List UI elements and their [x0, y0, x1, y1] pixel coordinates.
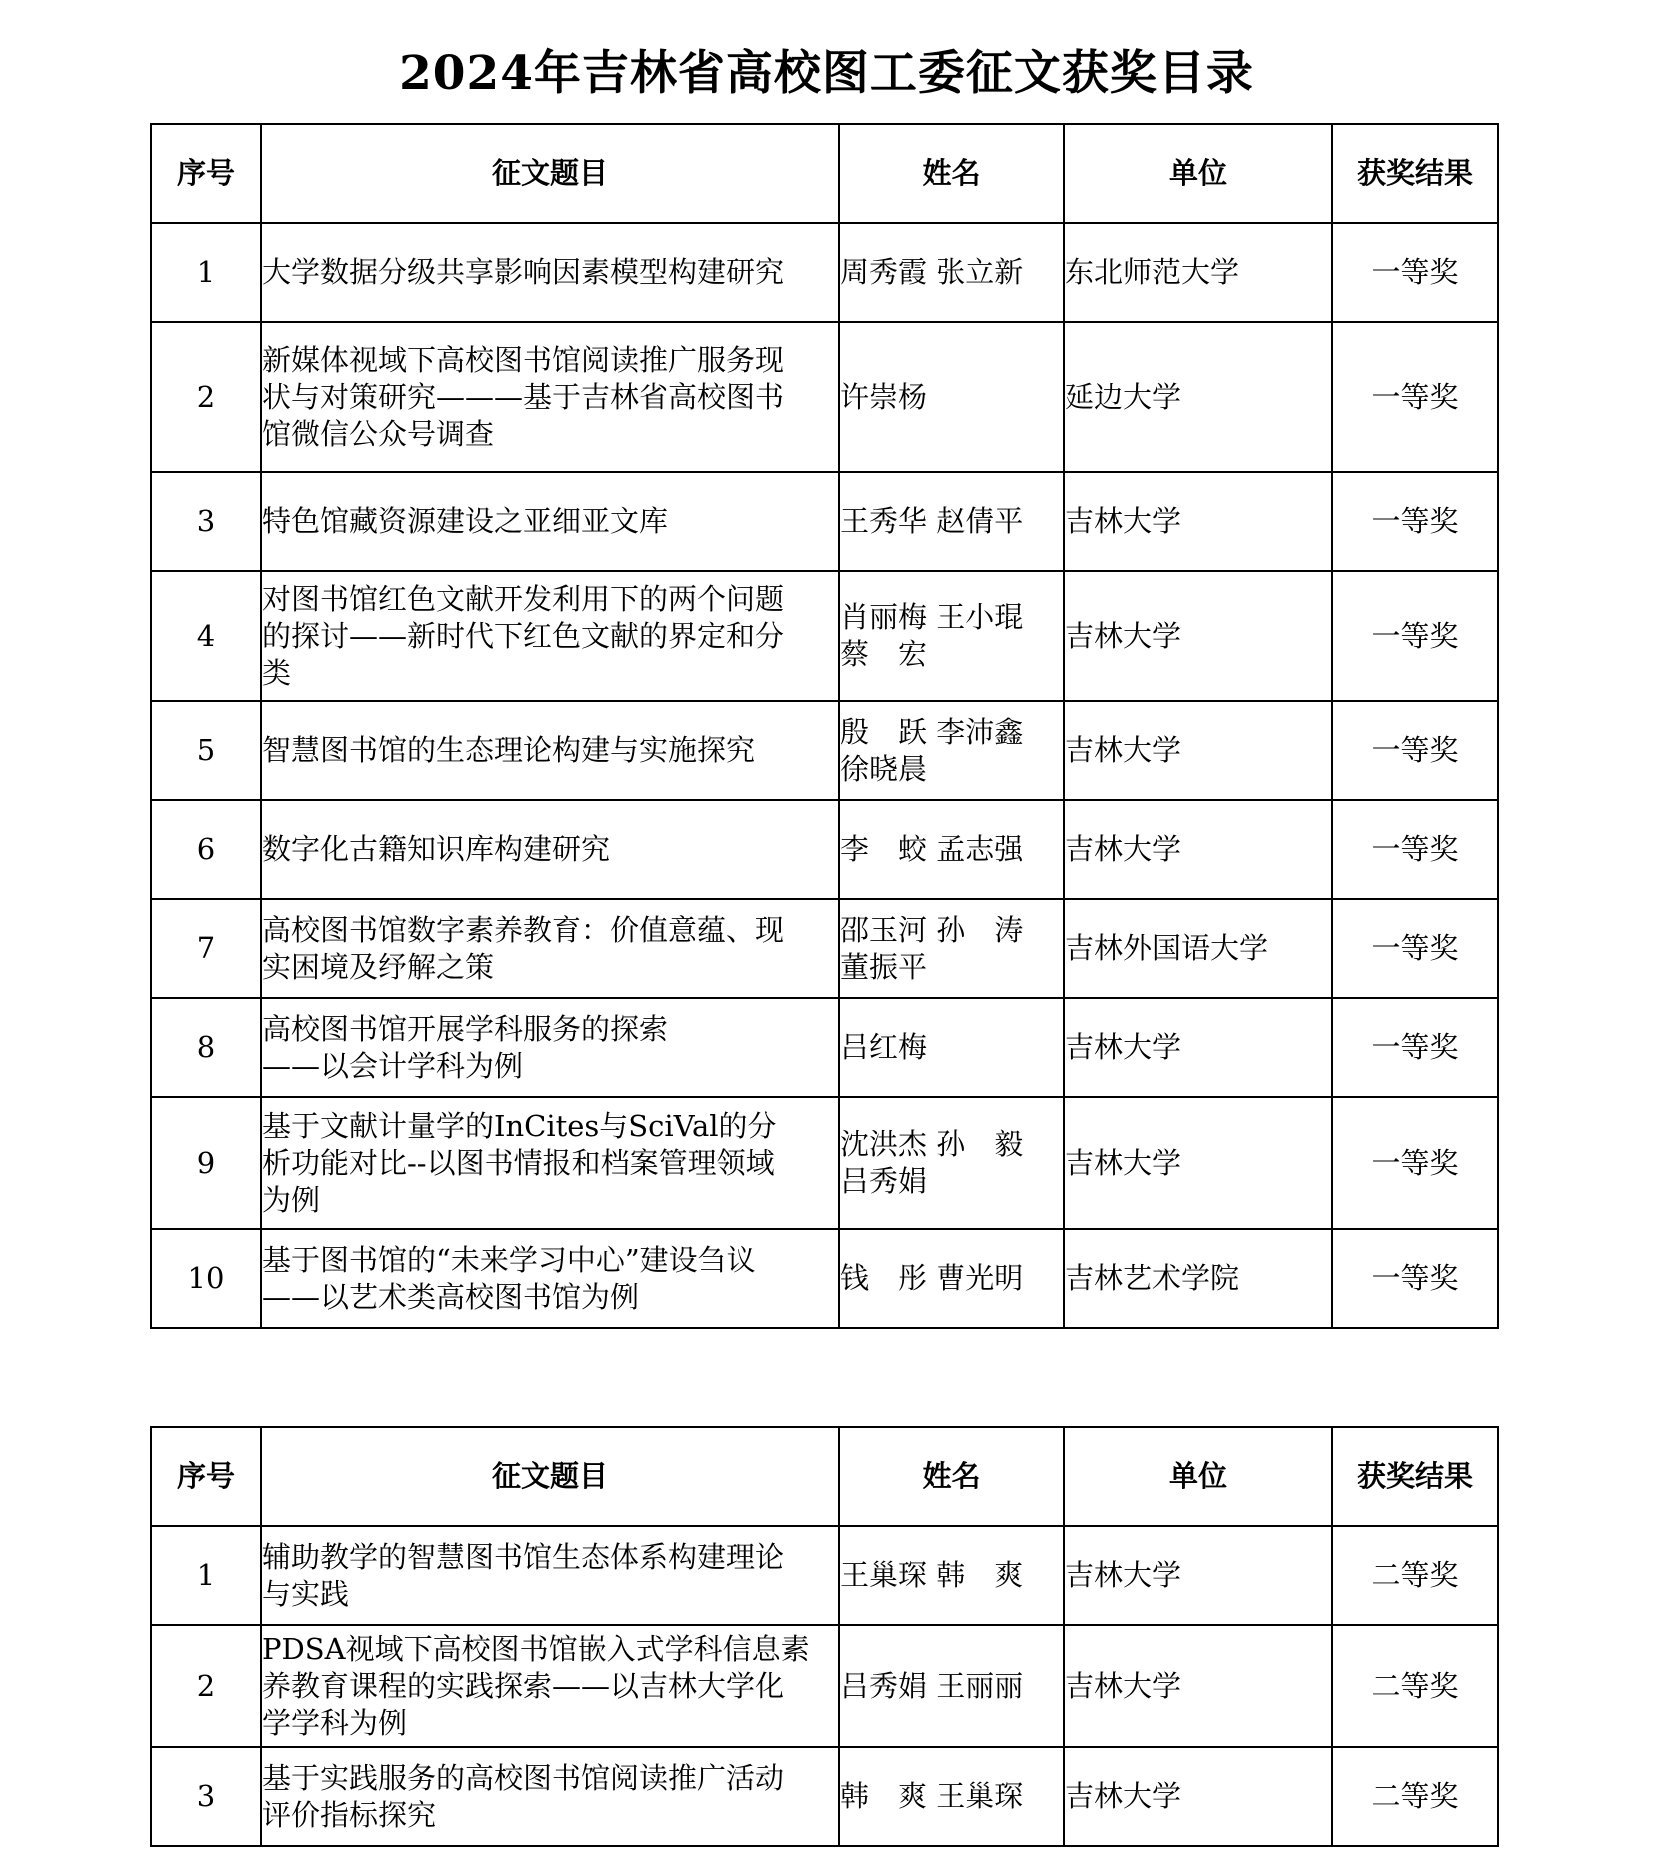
table-row — [151, 998, 1498, 1097]
title-line: 评价指标探究 — [262, 1797, 437, 1832]
table-row — [151, 1229, 1498, 1328]
name-line: 王巢琛 韩 爽 — [840, 1558, 1024, 1592]
cell-title — [261, 1747, 839, 1846]
name-line: 邵玉河 孙 涛 — [840, 912, 1024, 947]
title-line: ——以艺术类高校图书馆为例 — [262, 1279, 640, 1314]
table-row — [151, 1747, 1498, 1846]
cell-name — [839, 1526, 1064, 1625]
cell-result: 二等奖 — [1332, 1747, 1498, 1846]
title-line: 基于实践服务的高校图书馆阅读推广活动 — [262, 1760, 785, 1795]
header-title: 征文题目 — [261, 124, 839, 223]
table-row — [151, 1097, 1498, 1229]
page-title: 2024年吉林省高校图工委征文获奖目录 — [399, 46, 1254, 101]
name-line: 董振平 — [840, 949, 928, 984]
cell-unit: 吉林大学 — [1064, 1526, 1332, 1625]
cell-name — [839, 571, 1064, 701]
title-line: 为例 — [262, 1182, 321, 1217]
cell-num: 2 — [151, 322, 261, 472]
title-line: 特色馆藏资源建设之亚细亚文库 — [262, 504, 669, 538]
title-line: ——以会计学科为例 — [262, 1048, 524, 1083]
cell-unit: 吉林大学 — [1064, 1625, 1332, 1747]
cell-name — [839, 322, 1064, 472]
cell-title — [261, 1526, 839, 1625]
cell-unit: 吉林大学 — [1064, 472, 1332, 571]
header-name: 姓名 — [839, 124, 1064, 223]
title-line: 类 — [262, 655, 292, 690]
header-title: 征文题目 — [261, 1427, 839, 1526]
cell-num: 6 — [151, 800, 261, 899]
cell-name — [839, 472, 1064, 571]
title-line: 新媒体视域下高校图书馆阅读推广服务现 — [262, 342, 785, 377]
cell-unit: 吉林大学 — [1064, 800, 1332, 899]
cell-num: 8 — [151, 998, 261, 1097]
cell-num: 10 — [151, 1229, 261, 1328]
cell-title — [261, 1097, 839, 1229]
title-line: 对图书馆红色文献开发利用下的两个问题 — [262, 581, 785, 616]
cell-title — [261, 1229, 839, 1328]
cell-unit: 吉林大学 — [1064, 701, 1332, 800]
cell-unit: 吉林大学 — [1064, 998, 1332, 1097]
cell-result: 二等奖 — [1332, 1625, 1498, 1747]
title-line: 的探讨——新时代下红色文献的界定和分 — [262, 618, 785, 653]
table-row — [151, 1625, 1498, 1747]
table-row — [151, 223, 1498, 322]
cell-title — [261, 701, 839, 800]
table-row — [151, 899, 1498, 998]
cell-result: 一等奖 — [1332, 571, 1498, 701]
cell-name — [839, 701, 1064, 800]
table-body — [151, 1526, 1498, 1846]
cell-title — [261, 322, 839, 472]
title-line: 智慧图书馆的生态理论构建与实施探究 — [262, 733, 756, 767]
table-row — [151, 571, 1498, 701]
cell-title — [261, 472, 839, 571]
cell-result: 一等奖 — [1332, 899, 1498, 998]
title-line: 大学数据分级共享影响因素模型构建研究 — [262, 255, 785, 289]
cell-title — [261, 223, 839, 322]
header-unit: 单位 — [1064, 124, 1332, 223]
name-line: 许崇杨 — [840, 379, 928, 414]
awards-table-second-prize — [150, 1426, 1499, 1847]
title-line: 析功能对比--以图书情报和档案管理领域 — [262, 1145, 775, 1180]
table-row — [151, 701, 1498, 800]
name-line: 沈洪杰 孙 毅 — [840, 1127, 1024, 1161]
table-row — [151, 800, 1498, 899]
cell-title — [261, 800, 839, 899]
cell-unit: 吉林外国语大学 — [1064, 899, 1332, 998]
cell-unit: 吉林大学 — [1064, 1097, 1332, 1229]
title-line: 实困境及纾解之策 — [262, 949, 495, 984]
cell-num: 4 — [151, 571, 261, 701]
awards-table-first-prize — [150, 123, 1499, 1329]
title-line: 高校图书馆开展学科服务的探索 — [262, 1011, 669, 1046]
cell-unit: 东北师范大学 — [1064, 223, 1332, 322]
header-result: 获奖结果 — [1332, 1427, 1498, 1526]
cell-name — [839, 1747, 1064, 1846]
header-unit: 单位 — [1064, 1427, 1332, 1526]
name-line: 殷 跃 李沛鑫 — [840, 714, 1024, 749]
name-line: 徐晓晨 — [840, 751, 928, 786]
name-line: 韩 爽 王巢琛 — [840, 1779, 1024, 1813]
name-line: 李 蛟 孟志强 — [840, 832, 1024, 866]
name-line: 肖丽梅 王小琨 — [840, 600, 1024, 634]
name-line: 王秀华 赵倩平 — [840, 504, 1024, 538]
cell-name — [839, 998, 1064, 1097]
cell-result: 一等奖 — [1332, 223, 1498, 322]
title-line: 养教育课程的实践探索——以吉林大学化 — [262, 1668, 785, 1703]
table-row — [151, 472, 1498, 571]
cell-result: 一等奖 — [1332, 472, 1498, 571]
title-line: 数字化古籍知识库构建研究 — [262, 832, 611, 866]
cell-name — [839, 800, 1064, 899]
table-row — [151, 322, 1498, 472]
header-num: 序号 — [151, 1427, 261, 1526]
cell-name — [839, 899, 1064, 998]
title-line: 与实践 — [262, 1576, 350, 1611]
cell-num: 7 — [151, 899, 261, 998]
cell-result: 一等奖 — [1332, 1097, 1498, 1229]
cell-num: 2 — [151, 1625, 261, 1747]
cell-num: 5 — [151, 701, 261, 800]
cell-result: 一等奖 — [1332, 1229, 1498, 1328]
table-body — [151, 223, 1498, 1328]
cell-name — [839, 1097, 1064, 1229]
title-line: 学学科为例 — [262, 1705, 408, 1740]
title-line: PDSA视域下高校图书馆嵌入式学科信息素 — [262, 1631, 810, 1666]
cell-result: 一等奖 — [1332, 322, 1498, 472]
name-line: 钱 彤 曹光明 — [840, 1261, 1024, 1295]
name-line: 周秀霞 张立新 — [840, 255, 1024, 289]
cell-unit: 吉林大学 — [1064, 1747, 1332, 1846]
cell-num: 9 — [151, 1097, 261, 1229]
title-line: 馆微信公众号调查 — [262, 416, 495, 451]
cell-result: 一等奖 — [1332, 800, 1498, 899]
table-row — [151, 1526, 1498, 1625]
name-line: 蔡 宏 — [840, 637, 928, 671]
table-header-row — [151, 1427, 1498, 1526]
cell-title — [261, 998, 839, 1097]
cell-num: 3 — [151, 1747, 261, 1846]
cell-name — [839, 1625, 1064, 1747]
cell-result: 二等奖 — [1332, 1526, 1498, 1625]
title-line: 辅助教学的智慧图书馆生态体系构建理论 — [262, 1539, 785, 1574]
name-line: 吕秀娟 王丽丽 — [840, 1668, 1024, 1703]
cell-num: 1 — [151, 223, 261, 322]
name-line: 吕红梅 — [840, 1030, 928, 1064]
cell-num: 3 — [151, 472, 261, 571]
header-name: 姓名 — [839, 1427, 1064, 1526]
cell-num: 1 — [151, 1526, 261, 1625]
title-line: 状与对策研究———基于吉林省高校图书 — [262, 379, 785, 414]
title-line: 高校图书馆数字素养教育：价值意蕴、现 — [262, 912, 785, 947]
cell-unit: 吉林艺术学院 — [1064, 1229, 1332, 1328]
cell-result: 一等奖 — [1332, 998, 1498, 1097]
cell-unit: 吉林大学 — [1064, 571, 1332, 701]
header-num: 序号 — [151, 124, 261, 223]
cell-unit: 延边大学 — [1064, 322, 1332, 472]
name-line: 吕秀娟 — [840, 1164, 928, 1198]
table-header-row — [151, 124, 1498, 223]
cell-result: 一等奖 — [1332, 701, 1498, 800]
cell-name — [839, 1229, 1064, 1328]
title-line: 基于图书馆的“未来学习中心”建设刍议 — [262, 1242, 756, 1277]
cell-name — [839, 223, 1064, 322]
cell-title — [261, 571, 839, 701]
header-result: 获奖结果 — [1332, 124, 1498, 223]
cell-title — [261, 899, 839, 998]
title-line: 基于文献计量学的InCites与SciVal的分 — [262, 1108, 777, 1143]
cell-title — [261, 1625, 839, 1747]
